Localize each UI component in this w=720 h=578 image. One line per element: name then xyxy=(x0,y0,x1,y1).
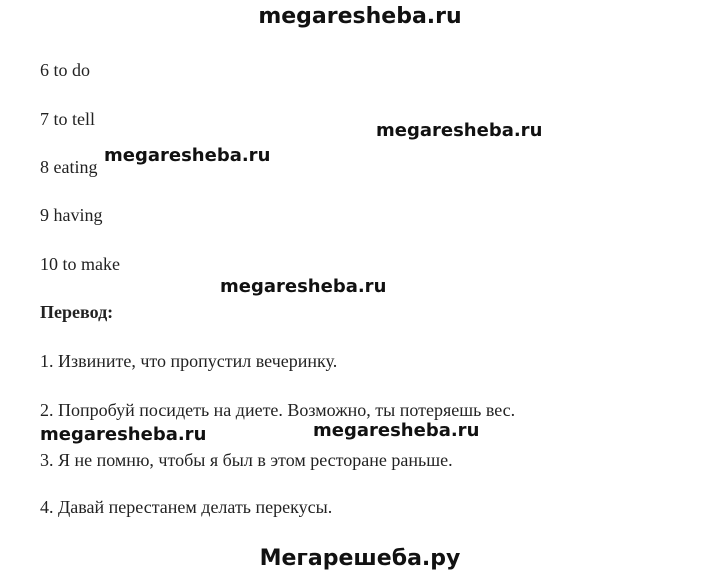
site-header: megaresheba.ru xyxy=(258,4,462,29)
site-footer: Мегарешеба.ру xyxy=(259,546,461,571)
watermark: megaresheba.ru xyxy=(313,420,480,441)
translation-line-2: 2. Попробуй посидеть на диете. Возможно, ты потеряешь вес. xyxy=(40,400,516,420)
answer-line-6: 6 to do xyxy=(40,60,91,80)
translation-line-1: 1. Извините, что пропустил вечеринку. xyxy=(40,351,338,371)
translation-line-3: 3. Я не помню, чтобы я был в этом ресторане раньше. xyxy=(40,450,453,470)
watermark: megaresheba.ru xyxy=(220,276,387,297)
translation-heading: Перевод: xyxy=(40,302,114,322)
watermark: megaresheba.ru xyxy=(376,120,543,141)
watermark: megaresheba.ru xyxy=(40,424,207,445)
answer-line-10: 10 to make xyxy=(40,254,120,274)
answer-line-8: 8 eating xyxy=(40,157,98,177)
translation-line-4: 4. Давай перестанем делать перекусы. xyxy=(40,497,333,517)
watermark: megaresheba.ru xyxy=(104,145,271,166)
answer-line-9: 9 having xyxy=(40,205,103,225)
answer-line-7: 7 to tell xyxy=(40,109,95,129)
